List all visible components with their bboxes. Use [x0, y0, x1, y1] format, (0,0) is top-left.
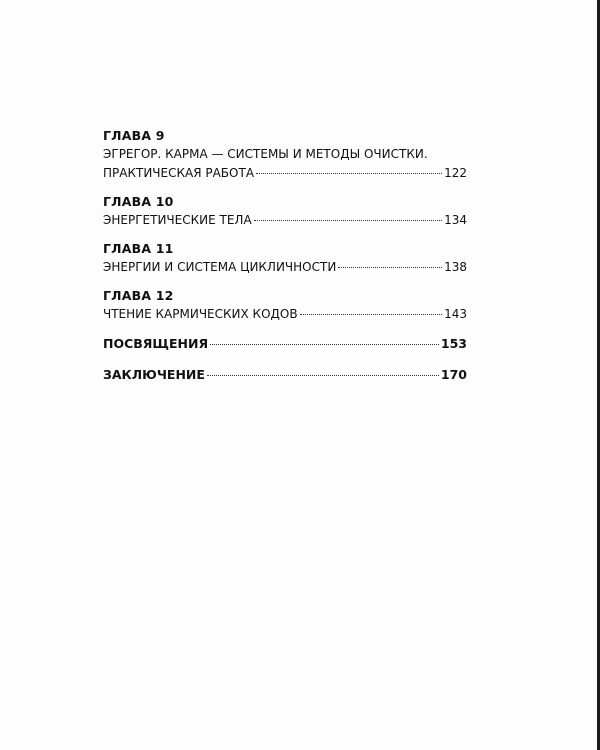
toc-chapter-12: [103, 287, 467, 324]
chapter-label: ГЛАВА 9: [103, 128, 165, 143]
toc-chapter-9: [103, 127, 467, 183]
page-number: 138: [444, 260, 467, 274]
toc-chapter-11: [103, 240, 467, 277]
page-number: 134: [444, 213, 467, 227]
entry-title: ПРАКТИЧЕСКАЯ РАБОТА: [103, 166, 255, 180]
dot-leader: [254, 220, 442, 221]
entry-title: ЧТЕНИЕ КАРМИЧЕСКИХ КОДОВ: [103, 307, 298, 321]
toc-entry[interactable]: [103, 164, 467, 183]
entry-title: ЗАКЛЮЧЕНИЕ: [103, 367, 205, 382]
page-number: 153: [440, 336, 467, 351]
toc-entry-line: [103, 145, 467, 164]
dot-leader: [256, 173, 442, 174]
entry-title: ЭНЕРГЕТИЧЕСКИЕ ТЕЛА: [103, 213, 252, 227]
toc-entry[interactable]: [103, 305, 467, 324]
toc-entry[interactable]: [103, 334, 467, 353]
toc-chapter-10: [103, 193, 467, 230]
page-number: 170: [440, 367, 467, 382]
dot-leader: [207, 375, 439, 376]
chapter-label: ГЛАВА 12: [103, 288, 174, 303]
toc-section-dedications: [103, 334, 467, 353]
dot-leader: [338, 267, 442, 268]
toc-entry[interactable]: [103, 211, 467, 230]
chapter-label: ГЛАВА 11: [103, 241, 174, 256]
page-number: 143: [444, 307, 467, 321]
table-of-contents: [103, 127, 467, 396]
dot-leader: [210, 344, 439, 345]
toc-entry[interactable]: [103, 365, 467, 384]
dot-leader: [300, 314, 443, 315]
toc-section-conclusion: [103, 365, 467, 384]
entry-title: ЭГРЕГОР. КАРМА — СИСТЕМЫ И МЕТОДЫ ОЧИСТКИ.: [103, 147, 428, 161]
entry-title: ЭНЕРГИИ И СИСТЕМА ЦИКЛИЧНОСТИ: [103, 260, 337, 274]
toc-entry[interactable]: [103, 258, 467, 277]
entry-title: ПОСВЯЩЕНИЯ: [103, 336, 209, 351]
chapter-label: ГЛАВА 10: [103, 194, 174, 209]
page-number: 122: [444, 166, 467, 180]
